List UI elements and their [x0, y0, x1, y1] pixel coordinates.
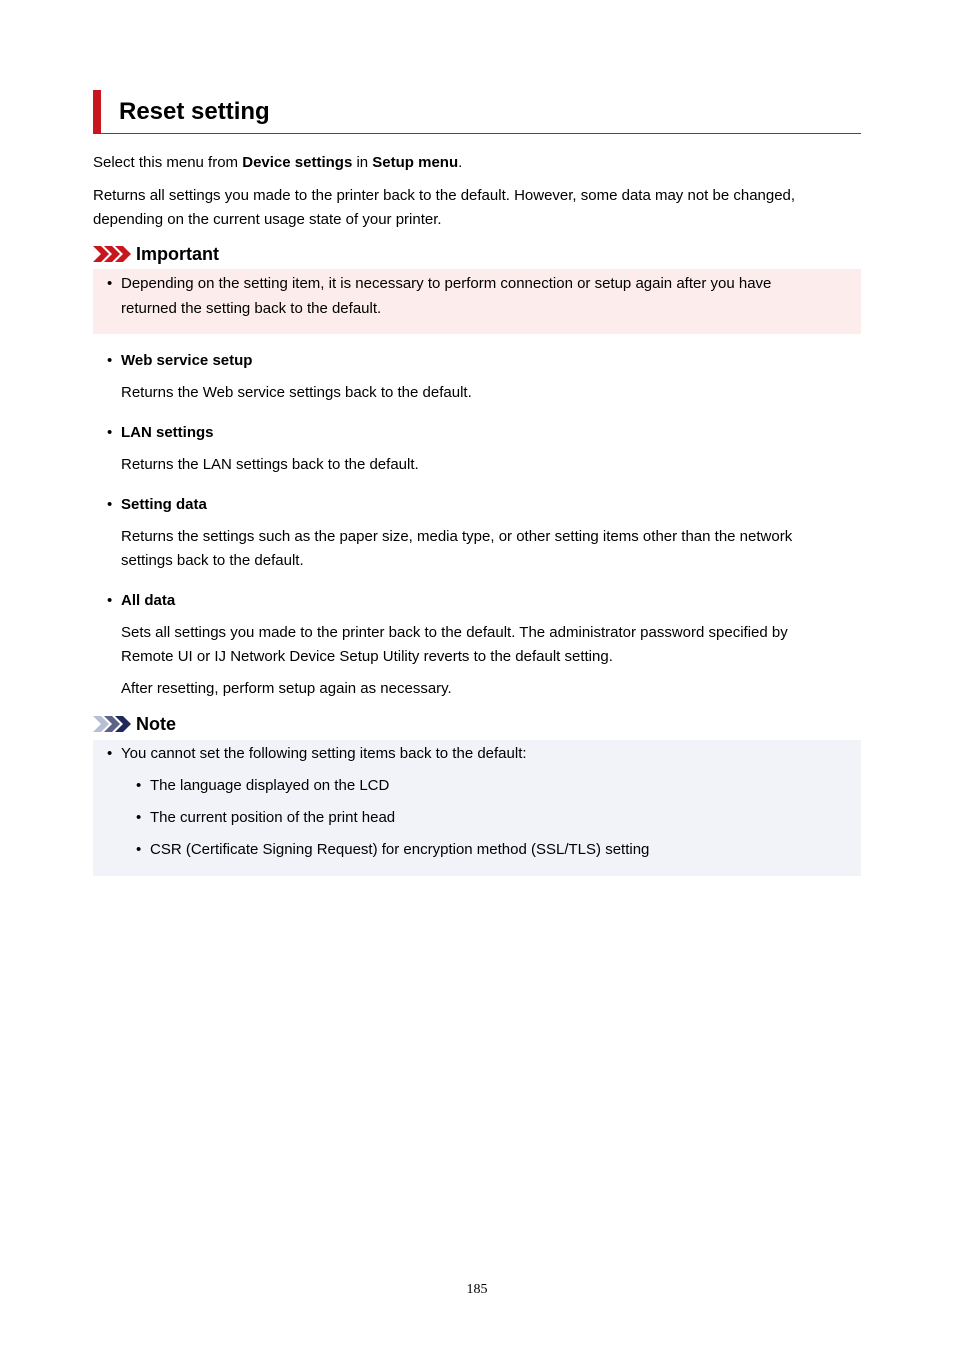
note-arrows-icon	[93, 715, 131, 733]
item-description: settings back to the default.	[121, 552, 304, 569]
bullet-dot: •	[107, 496, 113, 513]
note-label: Note	[136, 714, 176, 734]
item-name: Web service setup	[121, 352, 253, 369]
item-description: After resetting, perform setup again as necessary.	[121, 680, 452, 697]
important-header	[93, 244, 219, 264]
page-title-block	[93, 90, 861, 134]
item-description: Returns the Web service settings back to the default.	[121, 384, 472, 401]
item-name: All data	[121, 592, 176, 609]
intro-suffix: .	[458, 154, 463, 171]
bullet-dot: •	[107, 592, 113, 609]
intro-menu-device-settings: Device settings	[242, 154, 353, 171]
note-subitem-text: The language displayed on the LCD	[150, 777, 390, 794]
bullet-dot: •	[136, 841, 142, 858]
important-label: Important	[136, 244, 219, 264]
important-arrows-icon	[93, 245, 131, 263]
page-number: 185	[466, 1282, 488, 1297]
important-text-line-2: returned the setting back to the default.	[121, 300, 382, 317]
bullet-dot: •	[136, 777, 142, 794]
item-description: Returns the settings such as the paper size, media type, or other setting items other than the network	[121, 528, 793, 545]
title-accent-bar	[93, 90, 101, 133]
bullet-dot: •	[107, 275, 113, 292]
important-text-line-1: Depending on the setting item, it is necessary to perform connection or setup again after you have	[121, 275, 772, 292]
intro-paragraph	[93, 151, 863, 175]
bullet-dot: •	[107, 424, 113, 441]
note-intro-text: You cannot set the following setting items back to the default:	[121, 745, 527, 762]
intro-prefix: Select this menu from	[93, 154, 243, 171]
description-line-2: depending on the current usage state of your printer.	[93, 211, 442, 228]
intro-mid: in	[352, 154, 373, 171]
item-name: Setting data	[121, 496, 207, 513]
page-title: Reset setting	[119, 98, 270, 125]
bullet-dot: •	[107, 352, 113, 369]
note-subitem-text: The current position of the print head	[150, 809, 396, 826]
item-description: Returns the LAN settings back to the default.	[121, 456, 419, 473]
item-description: Remote UI or IJ Network Device Setup Utility reverts to the default setting.	[121, 648, 613, 665]
item-name: LAN settings	[121, 424, 214, 441]
bullet-dot: •	[136, 809, 142, 826]
bullet-dot: •	[107, 745, 113, 762]
note-header	[93, 714, 176, 734]
intro-menu-setup: Setup menu	[372, 154, 459, 171]
note-subitem-text: CSR (Certificate Signing Request) for encryption method (SSL/TLS) setting	[150, 841, 650, 858]
description-line-1: Returns all settings you made to the printer back to the default. However, some data may not be changed,	[93, 187, 796, 204]
item-description: Sets all settings you made to the printer back to the default. The administrator password specified by	[121, 624, 788, 641]
